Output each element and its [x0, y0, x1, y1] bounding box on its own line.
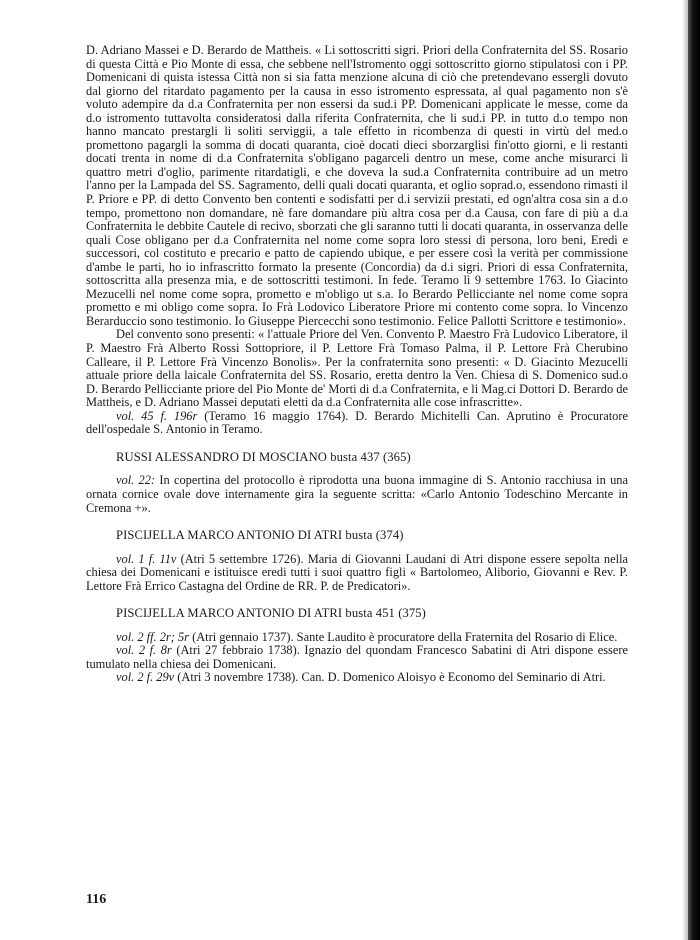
entry-ref: vol. 2 f. 8r [116, 643, 172, 658]
entry [86, 553, 628, 594]
entry-text: (Atri 3 novembre 1738). Can. D. Domenico Aloisyo è Economo del Seminario di Atri. [174, 670, 606, 685]
entry-ref: vol. 1 f. 11v [116, 551, 177, 566]
entry-vol45 [86, 410, 628, 437]
section-heading: PISCIJELLA MARCO ANTONIO DI ATRI busta 451 (375) [116, 606, 426, 621]
entry [86, 671, 628, 685]
page-text [86, 44, 628, 685]
entry-ref: vol. 2 f. 29v [116, 670, 175, 685]
entry [86, 644, 628, 671]
page-number: 116 [86, 892, 107, 907]
entry-text: In copertina del protocollo è riprodotta una buona immagine di S. Antonio racchiusa in una ornata cornice ovale dove internamente gira la seguente scritta: «Carlo Antonio Todeschino Mercante in Cremona +». [86, 473, 628, 515]
page-edge [688, 0, 700, 940]
entry-text: (Teramo 16 maggio 1764). D. Berardo Michitelli Can. Aprutino è Procuratore dell'ospedale S. Antonio in Teramo. [86, 408, 628, 437]
entry-text: (Atri 5 settembre 1726). Maria di Giovanni Laudani di Atri dispone essere sepolta nella chiesa dei Domenicani e istituisce eredi tutti i suoi quattro figli « Bartolomeo, Aliborio, Giovanni e Rev. P. Lettore Frà Errico Castagna del Ordine de RR. P. de Predicatori». [86, 551, 629, 593]
concordia-paragraph: D. Adriano Massei e D. Berardo de Mattheis. « Li sottoscritti sigri. Priori della Confraternita del SS. Rosario di questa Città e Pio Monte di essa, che sebbene nell'Istromento oggi sottoscritto giorno stipulatosi con i PP. Domenicani di quista istessa Città non si sia fatta menzione alcuna di ciò che pretendevano essergli dovuto dal giorno del ritardato pagamento per la causa in esso istromento espressata, al qual pagamento non s'è voluto adempire da d.a Confraternita per non essersi da sud.i PP. Domenicani applicate le messe, come da d.o istromento tuttavolta consideratosi dalla riferita Confraternita, che li sud.i PP. in tutto d.o tempo non hanno mancato prestargli li soliti serviggii, a tale effetto in ricombenza di questi in virtù del med.o promettono pagargli la somma di docati quaranta, cioè docati dieci sborzarglisi fin'otto giorni, e li restanti docati trenta in nome di d.a Confraternita s'obligano pagarceli dentro un mese, come anche misurarci li quattro metri d'oglio, parimente ritardatigli, e che doveva la sud.a Confraternita contribuire ad un metro l'anno per la Lampada del SS. Sagramento, delli quali docati quaranta, et oglio soprad.o, essendono rimasti il P. Priore e PP. di detto Convento ben contenti e sodisfatti per d.i servizii prestati, ed ogn'altra cosa sin a d.o tempo, promettono non domandare, nè fare domandare più altra cosa per d.a Causa, con fare di più a d.a Confraternita le debbite Cautele di recivo, sborzati che gli saranno tutti li docati quaranta, in osservanza delle quali Cose obligano per d.a Confraternita nel nome come sopra loro stessi di persona, loro beni, Eredi e successori, col costituto e precario e patto de capiendo ubique, e per essere così la verità per commissione d'ambe le parti, ho io infrascritto formato la presente (Concordia) da d.i sigri. Priori di essa Confraternita, sottoscritta alla presenza mia, e de sottoscritti testimoni. In fede. Teramo lì 9 settembre 1763. Io Giacinto Mezucelli nel nome come sopra, prometto e m'obligo ut s.a. Io Berardo Pellicciante nel nome come sopra prometto e mi obligo come sopra. Io Frà Lodovico Liberatore Priore mi contento come sopra. Io Vincenzo Berarduccio sono testimonio. Io Giuseppe Piercecchi sono testimonio. Felice Pallotti Scrittore e testimonio». [86, 43, 628, 328]
entry-ref: vol. 2 ff. 2r; 5r [116, 629, 189, 644]
entry-ref: vol. 22: [116, 473, 156, 488]
entry [86, 631, 628, 645]
section-heading: PISCIJELLA MARCO ANTONIO DI ATRI busta (374) [116, 528, 404, 543]
entry-ref: vol. 45 f. 196r [116, 408, 198, 423]
entry-text: (Atri gennaio 1737). Sante Laudito è procuratore della Fraternita del Rosario di Elice. [188, 629, 618, 644]
entry [86, 474, 628, 515]
convent-presence-paragraph: Del convento sono presenti: « l'attuale Priore del Ven. Convento P. Maestro Frà Ludovico Liberatore, il P. Maestro Frà Alberto Rossi Sottopriore, il P. Lettore Frà Tomaso Palma, il P. Lettore Frà Cherubino Calleare, il P. Lettore Frà Vincenzo Bonolis». Per la confraternita sono presenti: « D. Giacinto Mezucelli attuale priore della laicale Confraternita del SS. Rosario, eretta dentro la Ven. Chiesa di S. Domenico sud.o D. Berardo Pellicciante priore del Pio Monte de' Morti di d.a Confraternita, e li Mag.ci Dottori D. Berardo de Mattheis, e D. Adriano Massei deputati eletti da d.a Confraternita alle cose infrascritte». [86, 327, 628, 410]
entry-text: (Atri 27 febbraio 1738). Ignazio del quondam Francesco Sabatini di Atri dispone essere tumulato nella chiesa dei Domenicani. [86, 643, 629, 671]
section-heading: RUSSI ALESSANDRO DI MOSCIANO busta 437 (365) [116, 449, 411, 464]
